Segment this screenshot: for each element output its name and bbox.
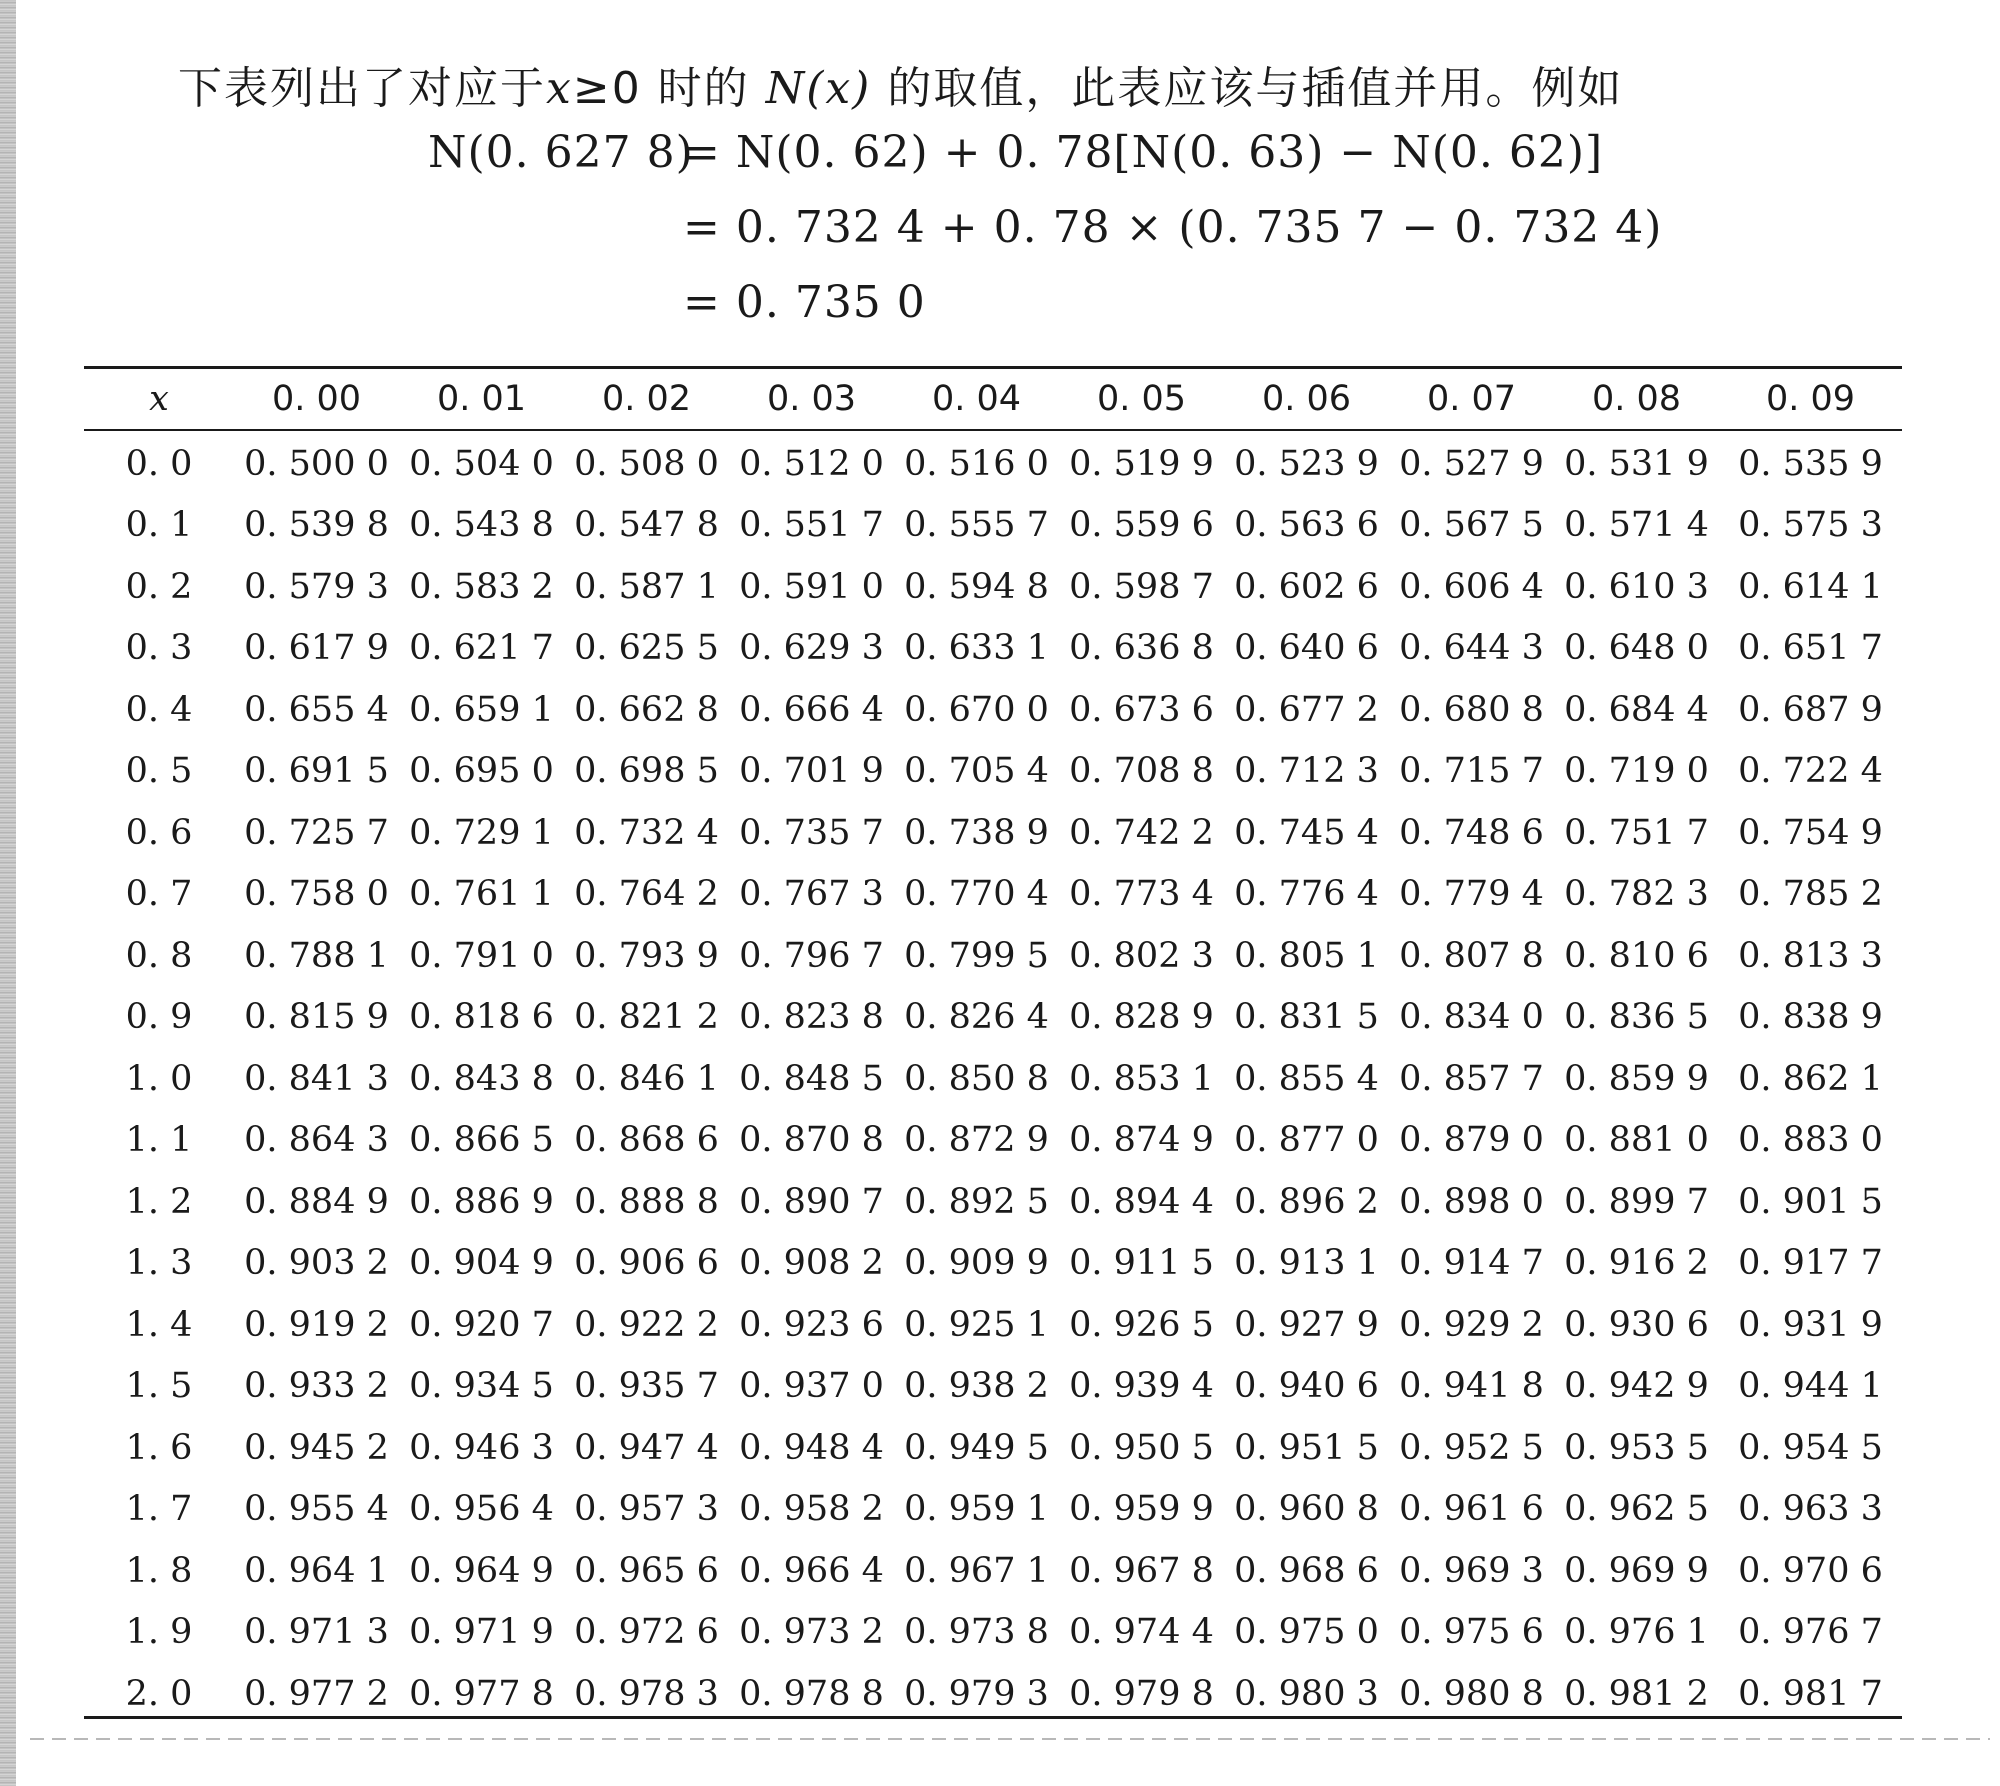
table-cell: 0. 606 4 <box>1399 566 1544 607</box>
table-cell: 0. 971 9 <box>409 1612 554 1653</box>
table-cell: 0. 954 5 <box>1738 1427 1883 1468</box>
table-cell: 0. 758 0 <box>244 874 389 915</box>
table-cell: 0. 934 5 <box>409 1366 554 1407</box>
table-cell: 0. 855 4 <box>1234 1058 1379 1099</box>
table-cell: 0. 935 7 <box>574 1366 719 1407</box>
table-cell: 0. 527 9 <box>1399 443 1544 484</box>
table-cell: 0. 904 9 <box>409 1243 554 1284</box>
table-cell: 0. 648 0 <box>1564 628 1709 669</box>
table-row <box>84 802 1902 864</box>
table-cell: 0. 617 9 <box>244 628 389 669</box>
table-cell: 0. 512 0 <box>739 443 884 484</box>
table-cell: 0. 802 3 <box>1069 935 1214 976</box>
page-fold-line <box>30 1738 1990 1740</box>
table-cell: 0. 761 1 <box>409 874 554 915</box>
table-cell: 0. 922 2 <box>574 1304 719 1345</box>
intro-var: x <box>546 63 573 114</box>
table-cell: 0. 948 4 <box>739 1427 884 1468</box>
table-cell: 0. 687 9 <box>1738 689 1883 730</box>
row-x-value: 0. 7 <box>125 874 193 915</box>
table-cell: 0. 666 4 <box>739 689 884 730</box>
table-row <box>84 741 1902 803</box>
table-cell: 0. 644 3 <box>1399 628 1544 669</box>
table-cell: 0. 941 8 <box>1399 1366 1544 1407</box>
table-cell: 0. 799 5 <box>904 935 1049 976</box>
table-cell: 0. 969 9 <box>1564 1550 1709 1591</box>
table-cell: 0. 868 6 <box>574 1120 719 1161</box>
table-cell: 0. 870 8 <box>739 1120 884 1161</box>
table-cell: 0. 567 5 <box>1399 505 1544 546</box>
table-cell: 0. 957 3 <box>574 1489 719 1530</box>
table-cell: 0. 508 0 <box>574 443 719 484</box>
table-cell: 0. 826 4 <box>904 997 1049 1038</box>
table-cell: 0. 531 9 <box>1564 443 1709 484</box>
table-cell: 0. 543 8 <box>409 505 554 546</box>
table-cell: 0. 767 3 <box>739 874 884 915</box>
table-cell: 0. 848 5 <box>739 1058 884 1099</box>
table-cell: 0. 914 7 <box>1399 1243 1544 1284</box>
table-cell: 0. 633 1 <box>904 628 1049 669</box>
table-cell: 0. 925 1 <box>904 1304 1049 1345</box>
table-cell: 0. 978 8 <box>739 1673 884 1714</box>
table-cell: 0. 944 1 <box>1738 1366 1883 1407</box>
table-cell: 0. 571 4 <box>1564 505 1709 546</box>
table-cell: 0. 805 1 <box>1234 935 1379 976</box>
table-row <box>84 1294 1902 1356</box>
table-cell: 0. 951 5 <box>1234 1427 1379 1468</box>
table-cell: 0. 732 4 <box>574 812 719 853</box>
table-cell: 0. 965 6 <box>574 1550 719 1591</box>
table-cell: 0. 955 4 <box>244 1489 389 1530</box>
table-cell: 0. 523 9 <box>1234 443 1379 484</box>
table-cell: 0. 953 5 <box>1564 1427 1709 1468</box>
table-cell: 0. 968 6 <box>1234 1550 1379 1591</box>
table-cell: 0. 670 0 <box>904 689 1049 730</box>
table-cell: 0. 886 9 <box>409 1181 554 1222</box>
table-cell: 0. 841 3 <box>244 1058 389 1099</box>
table-cell: 0. 967 1 <box>904 1550 1049 1591</box>
row-x-value: 0. 3 <box>125 628 193 669</box>
table-cell: 0. 888 8 <box>574 1181 719 1222</box>
table-cell: 0. 655 4 <box>244 689 389 730</box>
table-cell: 0. 883 0 <box>1738 1120 1883 1161</box>
scan-edge <box>0 0 16 1786</box>
intro-after: 的取值，此表应该与插值并用。例如 <box>887 63 1624 114</box>
table-cell: 0. 975 0 <box>1234 1612 1379 1653</box>
table-cell: 0. 977 2 <box>244 1673 389 1714</box>
table-cell: 0. 810 6 <box>1564 935 1709 976</box>
table-cell: 0. 719 0 <box>1564 751 1709 792</box>
row-x-value: 1. 2 <box>125 1181 193 1222</box>
table-cell: 0. 785 2 <box>1738 874 1883 915</box>
table-cell: 0. 890 7 <box>739 1181 884 1222</box>
table-cell: 0. 967 8 <box>1069 1550 1214 1591</box>
table-row <box>84 925 1902 987</box>
table-cell: 0. 866 5 <box>409 1120 554 1161</box>
table-cell: 0. 864 3 <box>244 1120 389 1161</box>
table-cell: 0. 939 4 <box>1069 1366 1214 1407</box>
table-cell: 0. 555 7 <box>904 505 1049 546</box>
table-row <box>84 1356 1902 1418</box>
table-cell: 0. 909 9 <box>904 1243 1049 1284</box>
table-cell: 0. 729 1 <box>409 812 554 853</box>
table-cell: 0. 698 5 <box>574 751 719 792</box>
table-cell: 0. 959 9 <box>1069 1489 1214 1530</box>
table-cell: 0. 947 4 <box>574 1427 719 1468</box>
table-cell: 0. 892 5 <box>904 1181 1049 1222</box>
table-row <box>84 1233 1902 1295</box>
table-cell: 0. 662 8 <box>574 689 719 730</box>
table-cell: 0. 923 6 <box>739 1304 884 1345</box>
table-cell: 0. 742 2 <box>1069 812 1214 853</box>
table-cell: 0. 950 5 <box>1069 1427 1214 1468</box>
example-line-2: = 0. 732 4 + 0. 78 × (0. 735 7 − 0. 732 4) <box>683 202 1663 253</box>
table-top-rule <box>84 366 1902 369</box>
table-cell: 0. 884 9 <box>244 1181 389 1222</box>
table-cell: 0. 981 7 <box>1738 1673 1883 1714</box>
table-cell: 0. 973 2 <box>739 1612 884 1653</box>
table-cell: 0. 977 8 <box>409 1673 554 1714</box>
example-lhs: N(0. 627 8) <box>428 127 694 178</box>
table-cell: 0. 583 2 <box>409 566 554 607</box>
table-cell: 0. 813 3 <box>1738 935 1883 976</box>
table-cell: 0. 691 5 <box>244 751 389 792</box>
table-cell: 0. 751 7 <box>1564 812 1709 853</box>
table-cell: 0. 846 1 <box>574 1058 719 1099</box>
table-cell: 0. 969 3 <box>1399 1550 1544 1591</box>
header-col: 0. 05 <box>1096 379 1187 419</box>
table-cell: 0. 563 6 <box>1234 505 1379 546</box>
example-line-3: = 0. 735 0 <box>683 277 926 328</box>
table-cell: 0. 879 0 <box>1399 1120 1544 1161</box>
table-cell: 0. 535 9 <box>1738 443 1883 484</box>
table-cell: 0. 725 7 <box>244 812 389 853</box>
row-x-value: 0. 1 <box>125 505 193 546</box>
table-cell: 0. 815 9 <box>244 997 389 1038</box>
table-cell: 0. 949 5 <box>904 1427 1049 1468</box>
row-x-value: 1. 5 <box>125 1366 193 1407</box>
table-cell: 0. 793 9 <box>574 935 719 976</box>
table-cell: 0. 853 1 <box>1069 1058 1214 1099</box>
table-cell: 0. 979 8 <box>1069 1673 1214 1714</box>
table-cell: 0. 938 2 <box>904 1366 1049 1407</box>
table-cell: 0. 807 8 <box>1399 935 1544 976</box>
table-cell: 0. 834 0 <box>1399 997 1544 1038</box>
table-cell: 0. 738 9 <box>904 812 1049 853</box>
table-row <box>84 1479 1902 1541</box>
table-cell: 0. 963 3 <box>1738 1489 1883 1530</box>
table-cell: 0. 894 4 <box>1069 1181 1214 1222</box>
table-cell: 0. 913 1 <box>1234 1243 1379 1284</box>
header-col: 0. 06 <box>1261 379 1352 419</box>
table-cell: 0. 659 1 <box>409 689 554 730</box>
table-cell: 0. 881 0 <box>1564 1120 1709 1161</box>
table-body <box>84 427 1902 1725</box>
table-cell: 0. 929 2 <box>1399 1304 1544 1345</box>
table-cell: 0. 926 5 <box>1069 1304 1214 1345</box>
table-cell: 0. 722 4 <box>1738 751 1883 792</box>
row-x-value: 1. 4 <box>125 1304 193 1345</box>
table-cell: 0. 629 3 <box>739 628 884 669</box>
intro-condition: ≥0 时的 <box>572 63 750 114</box>
table-cell: 0. 964 9 <box>409 1550 554 1591</box>
table-cell: 0. 874 9 <box>1069 1120 1214 1161</box>
table-cell: 0. 898 0 <box>1399 1181 1544 1222</box>
table-cell: 0. 931 9 <box>1738 1304 1883 1345</box>
row-x-value: 0. 9 <box>125 997 193 1038</box>
table-cell: 0. 970 6 <box>1738 1550 1883 1591</box>
row-x-value: 0. 2 <box>125 566 193 607</box>
table-cell: 0. 972 6 <box>574 1612 719 1653</box>
table-cell: 0. 504 0 <box>409 443 554 484</box>
table-cell: 0. 958 2 <box>739 1489 884 1530</box>
table-cell: 0. 673 6 <box>1069 689 1214 730</box>
row-x-value: 1. 3 <box>125 1243 193 1284</box>
table-cell: 0. 976 1 <box>1564 1612 1709 1653</box>
table-cell: 0. 640 6 <box>1234 628 1379 669</box>
table-cell: 0. 959 1 <box>904 1489 1049 1530</box>
table-cell: 0. 788 1 <box>244 935 389 976</box>
table-cell: 0. 621 7 <box>409 628 554 669</box>
row-x-value: 0. 6 <box>125 812 193 853</box>
table-cell: 0. 764 2 <box>574 874 719 915</box>
table-header-row <box>84 371 1902 427</box>
table-cell: 0. 705 4 <box>904 751 1049 792</box>
table-cell: 0. 908 2 <box>739 1243 884 1284</box>
table-cell: 0. 831 5 <box>1234 997 1379 1038</box>
header-col: 0. 02 <box>601 379 692 419</box>
table-cell: 0. 828 9 <box>1069 997 1214 1038</box>
table-cell: 0. 942 9 <box>1564 1366 1709 1407</box>
table-cell: 0. 877 0 <box>1234 1120 1379 1161</box>
table-cell: 0. 919 2 <box>244 1304 389 1345</box>
table-cell: 0. 782 3 <box>1564 874 1709 915</box>
table-row <box>84 987 1902 1049</box>
table-cell: 0. 903 2 <box>244 1243 389 1284</box>
normal-distribution-table <box>84 371 1902 1725</box>
table-row <box>84 618 1902 680</box>
header-col: 0. 09 <box>1765 379 1856 419</box>
table-cell: 0. 748 6 <box>1399 812 1544 853</box>
table-row <box>84 864 1902 926</box>
table-cell: 0. 695 0 <box>409 751 554 792</box>
table-row <box>84 556 1902 618</box>
row-x-value: 1. 6 <box>125 1427 193 1468</box>
row-x-value: 2. 0 <box>125 1673 193 1714</box>
table-cell: 0. 974 4 <box>1069 1612 1214 1653</box>
table-cell: 0. 708 8 <box>1069 751 1214 792</box>
table-cell: 0. 927 9 <box>1234 1304 1379 1345</box>
table-cell: 0. 791 0 <box>409 935 554 976</box>
table-row <box>84 1171 1902 1233</box>
row-x-value: 1. 1 <box>125 1120 193 1161</box>
table-cell: 0. 973 8 <box>904 1612 1049 1653</box>
table-bottom-rule <box>84 1716 1902 1719</box>
table-cell: 0. 754 9 <box>1738 812 1883 853</box>
row-x-value: 0. 0 <box>125 443 193 484</box>
table-cell: 0. 872 9 <box>904 1120 1049 1161</box>
table-cell: 0. 980 8 <box>1399 1673 1544 1714</box>
table-cell: 0. 602 6 <box>1234 566 1379 607</box>
table-cell: 0. 838 9 <box>1738 997 1883 1038</box>
table-cell: 0. 598 7 <box>1069 566 1214 607</box>
row-x-value: 0. 5 <box>125 751 193 792</box>
table-cell: 0. 920 7 <box>409 1304 554 1345</box>
example-line-1: = N(0. 62) + 0. 78[N(0. 63) − N(0. 62)] <box>683 127 1604 178</box>
table-row <box>84 679 1902 741</box>
table-cell: 0. 773 4 <box>1069 874 1214 915</box>
table-cell: 0. 779 4 <box>1399 874 1544 915</box>
table-cell: 0. 857 7 <box>1399 1058 1544 1099</box>
table-cell: 0. 614 1 <box>1738 566 1883 607</box>
table-cell: 0. 978 3 <box>574 1673 719 1714</box>
table-cell: 0. 559 6 <box>1069 505 1214 546</box>
table-cell: 0. 651 7 <box>1738 628 1883 669</box>
table-cell: 0. 979 3 <box>904 1673 1049 1714</box>
table-row <box>84 1417 1902 1479</box>
table-cell: 0. 516 0 <box>904 443 1049 484</box>
row-x-value: 1. 9 <box>125 1612 193 1653</box>
table-cell: 0. 901 5 <box>1738 1181 1883 1222</box>
header-col: 0. 03 <box>766 379 857 419</box>
table-cell: 0. 579 3 <box>244 566 389 607</box>
table-cell: 0. 823 8 <box>739 997 884 1038</box>
table-cell: 0. 937 0 <box>739 1366 884 1407</box>
table-cell: 0. 961 6 <box>1399 1489 1544 1530</box>
table-cell: 0. 960 8 <box>1234 1489 1379 1530</box>
row-x-value: 1. 7 <box>125 1489 193 1530</box>
header-col: 0. 00 <box>271 379 362 419</box>
table-cell: 0. 680 8 <box>1399 689 1544 730</box>
table-cell: 0. 594 8 <box>904 566 1049 607</box>
intro-text <box>178 52 1623 116</box>
header-col: 0. 08 <box>1591 379 1682 419</box>
table-cell: 0. 930 6 <box>1564 1304 1709 1345</box>
table-cell: 0. 976 7 <box>1738 1612 1883 1653</box>
table-cell: 0. 962 5 <box>1564 1489 1709 1530</box>
table-cell: 0. 587 1 <box>574 566 719 607</box>
table-cell: 0. 899 7 <box>1564 1181 1709 1222</box>
table-cell: 0. 956 4 <box>409 1489 554 1530</box>
table-cell: 0. 818 6 <box>409 997 554 1038</box>
table-cell: 0. 916 2 <box>1564 1243 1709 1284</box>
table-row <box>84 1602 1902 1664</box>
table-cell: 0. 575 3 <box>1738 505 1883 546</box>
row-x-value: 1. 0 <box>125 1058 193 1099</box>
header-col: 0. 07 <box>1426 379 1517 419</box>
table-cell: 0. 971 3 <box>244 1612 389 1653</box>
table-cell: 0. 940 6 <box>1234 1366 1379 1407</box>
table-cell: 0. 776 4 <box>1234 874 1379 915</box>
table-cell: 0. 684 4 <box>1564 689 1709 730</box>
table-cell: 0. 591 0 <box>739 566 884 607</box>
table-cell: 0. 712 3 <box>1234 751 1379 792</box>
table-cell: 0. 796 7 <box>739 935 884 976</box>
table-cell: 0. 735 7 <box>739 812 884 853</box>
table-cell: 0. 966 4 <box>739 1550 884 1591</box>
table-cell: 0. 770 4 <box>904 874 1049 915</box>
table-cell: 0. 625 5 <box>574 628 719 669</box>
table-cell: 0. 539 8 <box>244 505 389 546</box>
table-cell: 0. 917 7 <box>1738 1243 1883 1284</box>
table-row <box>84 495 1902 557</box>
table-row <box>84 1540 1902 1602</box>
table-cell: 0. 945 2 <box>244 1427 389 1468</box>
table-cell: 0. 981 2 <box>1564 1673 1709 1714</box>
table-row <box>84 1048 1902 1110</box>
table-cell: 0. 547 8 <box>574 505 719 546</box>
table-cell: 0. 946 3 <box>409 1427 554 1468</box>
row-x-value: 0. 4 <box>125 689 193 730</box>
table-cell: 0. 821 2 <box>574 997 719 1038</box>
row-x-value: 1. 8 <box>125 1550 193 1591</box>
header-col: 0. 01 <box>436 379 527 419</box>
table-cell: 0. 745 4 <box>1234 812 1379 853</box>
table-cell: 0. 975 6 <box>1399 1612 1544 1653</box>
table-row <box>84 427 1902 495</box>
intro-func: N(x) <box>765 63 872 114</box>
table-cell: 0. 933 2 <box>244 1366 389 1407</box>
row-x-value: 0. 8 <box>125 935 193 976</box>
table-row <box>84 1110 1902 1172</box>
table-cell: 0. 551 7 <box>739 505 884 546</box>
header-col: 0. 04 <box>931 379 1022 419</box>
table-cell: 0. 964 1 <box>244 1550 389 1591</box>
table-cell: 0. 715 7 <box>1399 751 1544 792</box>
table-cell: 0. 911 5 <box>1069 1243 1214 1284</box>
table-cell: 0. 843 8 <box>409 1058 554 1099</box>
table-cell: 0. 896 2 <box>1234 1181 1379 1222</box>
intro-before: 下表列出了对应于 <box>178 63 546 114</box>
table-cell: 0. 836 5 <box>1564 997 1709 1038</box>
table-cell: 0. 862 1 <box>1738 1058 1883 1099</box>
table-cell: 0. 500 0 <box>244 443 389 484</box>
table-cell: 0. 906 6 <box>574 1243 719 1284</box>
table-cell: 0. 850 8 <box>904 1058 1049 1099</box>
table-cell: 0. 677 2 <box>1234 689 1379 730</box>
table-cell: 0. 610 3 <box>1564 566 1709 607</box>
table-cell: 0. 701 9 <box>739 751 884 792</box>
table-cell: 0. 859 9 <box>1564 1058 1709 1099</box>
table-cell: 0. 519 9 <box>1069 443 1214 484</box>
table-cell: 0. 636 8 <box>1069 628 1214 669</box>
table-cell: 0. 980 3 <box>1234 1673 1379 1714</box>
table-cell: 0. 952 5 <box>1399 1427 1544 1468</box>
header-x: x <box>149 379 169 419</box>
